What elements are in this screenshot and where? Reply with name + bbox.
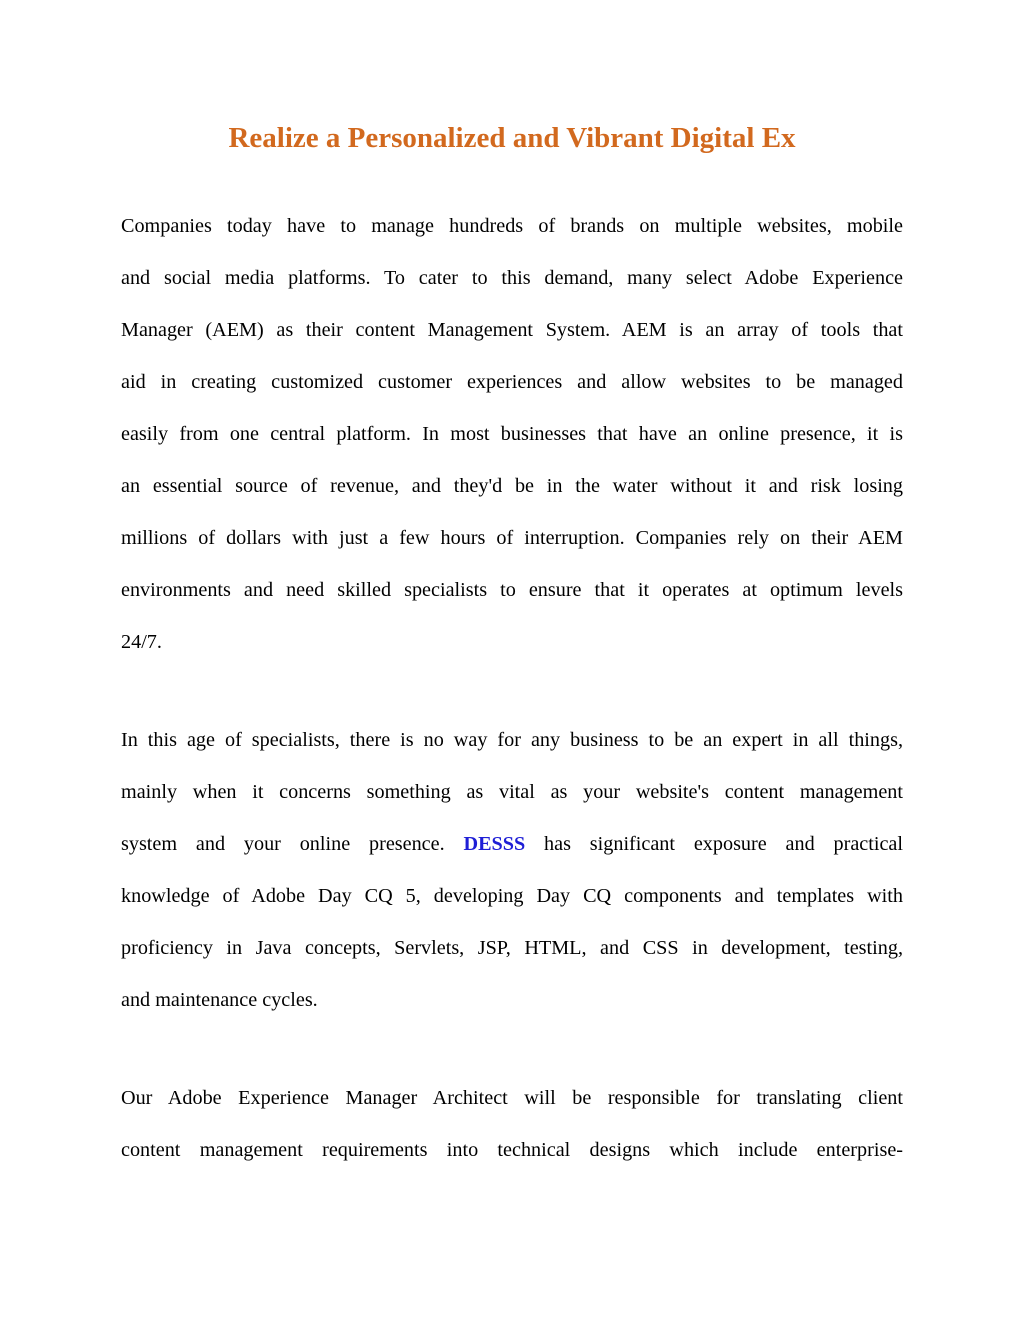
paragraph-line: environments and need skilled specialists to ensure that it operates at optimum levels [121, 579, 903, 601]
paragraph-line: Companies today have to manage hundreds of brands on multiple websites, mobile [121, 215, 903, 237]
paragraph-line: 24/7. [121, 631, 162, 653]
paragraph-line: In this age of specialists, there is no way for any business to be an expert in all things, [121, 729, 903, 751]
paragraph-intro [121, 200, 903, 668]
paragraph-line: content management requirements into technical designs which include enterprise- [121, 1139, 903, 1161]
paragraph-line: aid in creating customized customer experiences and allow websites to be managed [121, 371, 903, 393]
paragraph-architect [121, 1072, 903, 1176]
paragraph-text: has significant exposure and practical [544, 833, 903, 855]
paragraph-line: Manager (AEM) as their content Management System. AEM is an array of tools that [121, 319, 903, 341]
paragraph-specialists [121, 714, 903, 1026]
paragraph-line: and maintenance cycles. [121, 989, 318, 1011]
paragraph-line: Our Adobe Experience Manager Architect will be responsible for translating client [121, 1087, 903, 1109]
paragraph-line: and social media platforms. To cater to this demand, many select Adobe Experience [121, 267, 903, 289]
desss-link[interactable]: DESSS [463, 833, 526, 855]
paragraph-line: proficiency in Java concepts, Servlets, JSP, HTML, and CSS in development, testing, [121, 937, 903, 959]
paragraph-line: knowledge of Adobe Day CQ 5, developing Day CQ components and templates with [121, 885, 903, 907]
paragraph-line: millions of dollars with just a few hours of interruption. Companies rely on their AEM [121, 527, 903, 549]
paragraph-line: mainly when it concerns something as vital as your website's content management [121, 781, 903, 803]
paragraph-line: an essential source of revenue, and they'd be in the water without it and risk losing [121, 475, 903, 497]
paragraph-line-with-link [121, 818, 903, 870]
paragraph-line: easily from one central platform. In most businesses that have an online presence, it is [121, 423, 903, 445]
page-title: Realize a Personalized and Vibrant Digital Ex [228, 122, 796, 154]
paragraph-text: system and your online presence. [121, 833, 445, 855]
